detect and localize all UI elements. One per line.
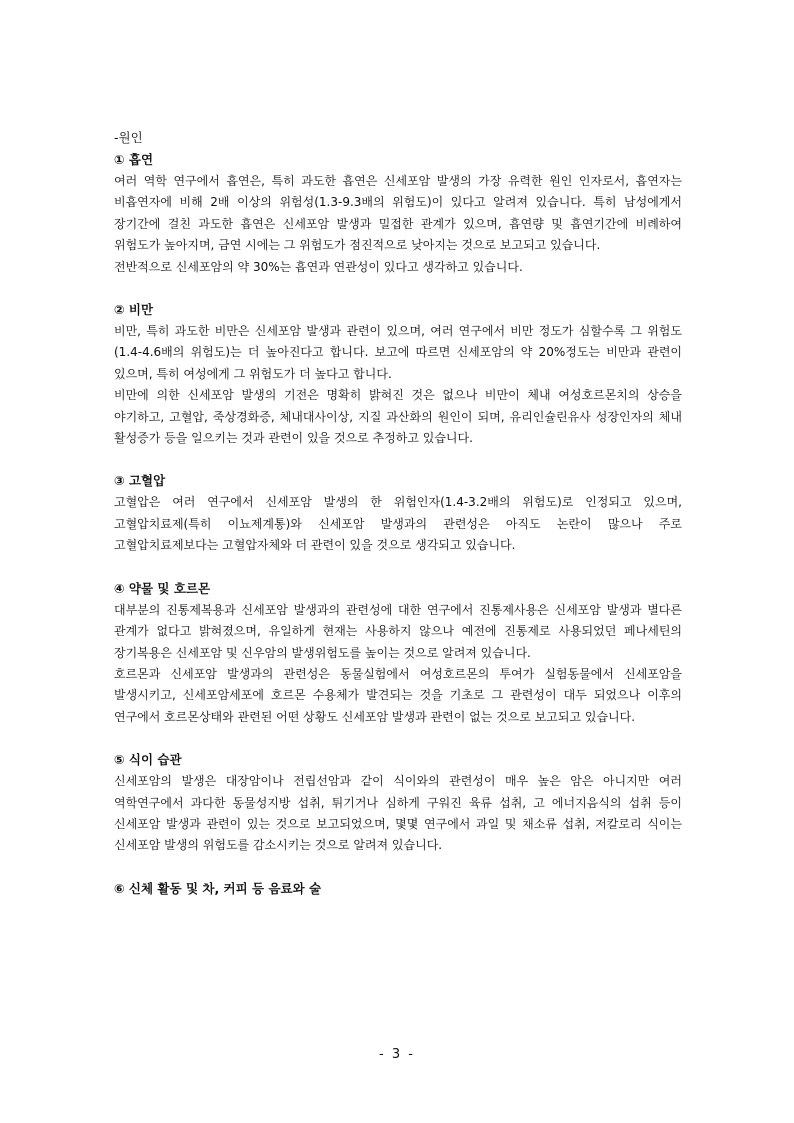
section-title-drugs-hormones: ④ 약물 및 호르몬 — [114, 580, 211, 596]
paragraph: 전반적으로 신세포암의 약 30%는 흡연과 연관성이 있다고 생각하고 있습니다. — [114, 259, 523, 274]
section-obesity — [114, 299, 682, 449]
section-drugs-hormones — [114, 578, 682, 728]
paragraph: 신세포암의 발생은 대장암이나 전립선암과 같이 식이와의 관련성이 매우 높은 암은 아니지만 여러 역학연구에서 과다한 동물성지방 섭취, 튀기거나 심하게 구워진 육류 섭취, 고 에너지음식의 섭취 등이 신세포암 발생과 관련이 있는 것으로 보고되었으며, 몇몇 연구에서 과일 및 채소류 섭취, 저칼로리 식이는 신세포암 발생의 위험도를 감소시키는 것으로 알려져 있습니다. — [114, 774, 682, 853]
section-title-obesity: ② 비만 — [114, 302, 154, 318]
paragraph: 호르몬과 신세포암 발생과의 관련성은 동물실험에서 여성호르몬의 투여가 실험동물에서 신세포암을 발생시키고, 신세포암세포에 호르몬 수용체가 발견되는 것을 기초로 그 관련성이 대두 되었으나 이후의 연구에서 호르몬상태와 관련된 어떤 상황도 신세포암 발생과 관련이 없는 것으로 보고되고 있습니다. — [114, 666, 682, 724]
paragraph: 여러 역학 연구에서 흡연은, 특히 과도한 흡연은 신세포암 발생의 가장 유력한 원인 인자로서, 흡연자는 비흡연자에 비해 2배 이상의 위험성(1.3-9.3배의 위험도)이 있다고 알려져 있습니다. 특히 남성에게서 장기간에 걸친 과도한 흡연은 신세포암 발생과 밀접한 관계가 있으며, 흡연량 및 흡연기간에 비례하여 위험도가 높아지며, 금연 시에는 그 위험도가 점진적으로 낮아지는 것으로 보고되고 있습니다. — [114, 174, 682, 253]
section-gap — [114, 557, 682, 578]
section-gap — [114, 728, 682, 749]
cause-heading: -원인 — [114, 130, 143, 145]
section-title-activity-drinks: ⑥ 신체 활동 및 차, 커피 등 음료와 술 — [114, 880, 322, 896]
section-gap — [114, 857, 682, 878]
section-diet — [114, 749, 682, 857]
paragraph: 비만에 의한 신세포암 발생의 기전은 명확히 밝혀진 것은 없으나 비만이 체내 여성호르몬치의 상승을 야기하고, 고혈압, 죽상경화증, 체내대사이상, 지질 과산화의 원인이 되며, 유리인슐린유사 성장인자의 체내 활성증가 등을 일으키는 것과 관련이 있을 것으로 추정하고 있습니다. — [114, 388, 682, 446]
paragraph: 고혈압은 여러 연구에서 신세포암 발생의 한 위험인자(1.4-3.2배의 위험도)로 인정되고 있으며, 고혈압치료제(특히 이뇨제계통)와 신세포암 발생과의 관련성은 아직도 논란이 많으나 주로 고혈압치료제보다는 고혈압자체와 더 관련이 있을 것으로 생각되고 있습니다. — [114, 495, 682, 553]
section-title-diet: ⑤ 식이 습관 — [114, 752, 182, 768]
page-number: - 3 - — [379, 1047, 415, 1062]
section-activity-drinks — [114, 878, 682, 900]
section-gap — [114, 278, 682, 299]
document-body — [114, 127, 682, 900]
section-title-smoking: ① 흡연 — [114, 152, 154, 167]
section-title-hypertension: ③ 고혈압 — [114, 473, 166, 489]
section-smoking — [114, 149, 682, 278]
paragraph: 비만, 특히 과도한 비만은 신세포암 발생과 관련이 있으며, 여러 연구에서 비만 정도가 심할수록 그 위험도(1.4-4.6배의 위험도)는 더 높아진다고 합니다. 보고에 따르면 신세포암의 약 20%정도는 비만과 관련이 있으며, 특히 여성에게 그 위험도가 더 높다고 합니다. — [114, 324, 682, 381]
paragraph: 대부분의 진통제복용과 신세포암 발생과의 관련성에 대한 연구에서 진통제사용은 신세포암 발생과 별다른 관계가 없다고 밝혀졌으며, 유일하게 현재는 사용하지 않으나 예전에 진통제로 사용되었던 페나세틴의 장기복용은 신세포암 및 신우암의 발생위험도를 높이는 것으로 알려져 있습니다. — [114, 602, 682, 660]
section-hypertension — [114, 470, 682, 556]
section-gap — [114, 449, 682, 470]
